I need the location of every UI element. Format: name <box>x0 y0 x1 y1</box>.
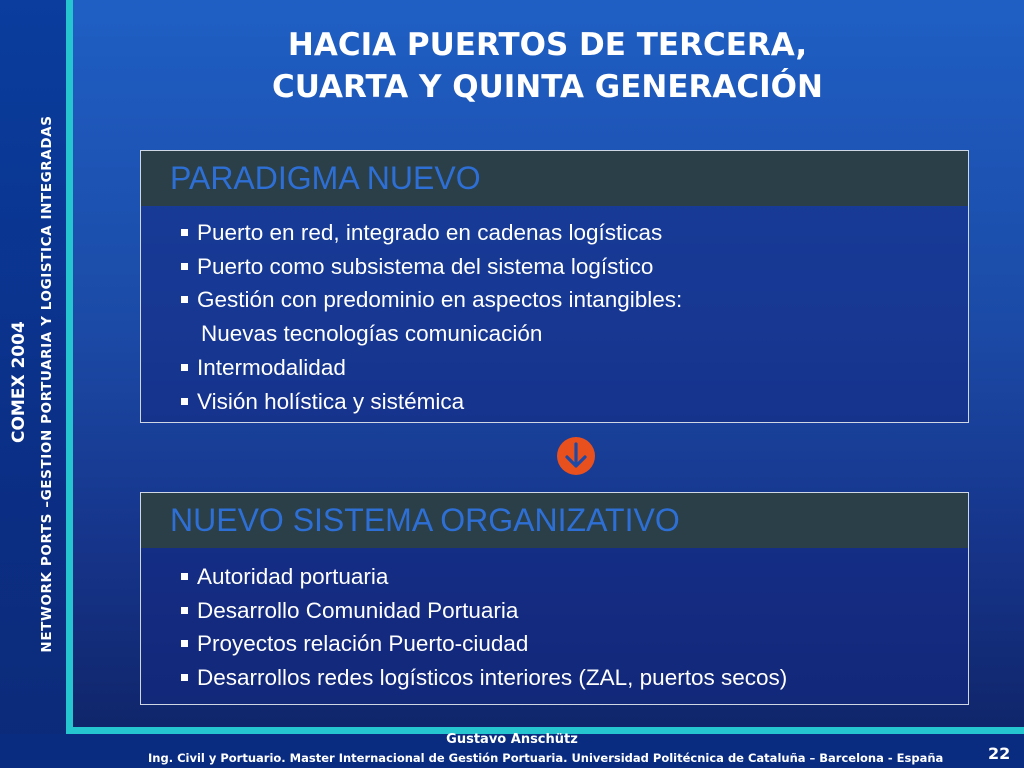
paradigm-header: PARADIGMA NUEVO <box>141 151 968 206</box>
list-item-continuation <box>197 317 968 351</box>
bullet-icon <box>181 607 188 614</box>
title-line-1: HACIA PUERTOS DE TERCERA, <box>287 27 808 63</box>
bullet-icon <box>181 674 188 681</box>
bullet-icon <box>181 364 188 371</box>
organization-list <box>141 548 968 695</box>
list-item-text: Gestión con predominio en aspectos intangibles: <box>197 287 683 313</box>
bullet-icon <box>181 263 188 270</box>
list-item-text: Proyectos relación Puerto-ciudad <box>197 631 529 657</box>
list-item-text: Nuevas tecnologías comunicación <box>201 321 543 347</box>
list-item-text: Visión holística y sistémica <box>197 388 465 414</box>
list-item <box>197 594 968 628</box>
organization-box <box>140 492 969 705</box>
slide-title <box>140 24 955 108</box>
paradigm-box <box>140 150 969 423</box>
list-item <box>197 385 968 419</box>
paradigm-list <box>141 206 968 418</box>
title-line-2: CUARTA Y QUINTA GENERACIÓN <box>272 69 823 105</box>
sidebar-subtitle: NETWORK PORTS –GESTION PORTUARIA Y LOGISTICA INTEGRADAS <box>39 115 55 653</box>
bullet-icon <box>181 573 188 580</box>
list-item <box>197 560 968 594</box>
list-item <box>197 216 968 250</box>
bullet-icon <box>181 398 188 405</box>
list-item-text: Desarrollo Comunidad Portuaria <box>197 597 519 623</box>
bullet-icon <box>181 229 188 236</box>
list-item <box>197 627 968 661</box>
list-item <box>197 351 968 385</box>
event-label: COMEX 2004 <box>9 321 29 443</box>
list-item-text: Puerto en red, integrado en cadenas logísticas <box>197 220 663 245</box>
down-arrow-icon <box>556 436 596 476</box>
organization-header: NUEVO SISTEMA ORGANIZATIVO <box>141 493 968 548</box>
list-item <box>197 250 968 284</box>
list-item-text: Puerto como subsistema del sistema logístico <box>197 253 654 279</box>
list-item-text: Autoridad portuaria <box>197 564 389 589</box>
bullet-icon <box>181 296 188 303</box>
vertical-accent-bar <box>66 0 73 734</box>
presenter-affiliation: Ing. Civil y Portuario. Master Internacional de Gestión Portuaria. Universidad Politécnica de Cataluña – Barcelona - España <box>148 751 944 765</box>
list-item <box>197 283 968 317</box>
bullet-icon <box>181 640 188 647</box>
page-number: 22 <box>988 744 1011 763</box>
list-item-text: Intermodalidad <box>197 354 346 380</box>
presenter-name: Gustavo Anschütz <box>446 732 578 747</box>
list-item-text: Desarrollos redes logísticos interiores (ZAL, puertos secos) <box>197 665 788 691</box>
list-item <box>197 661 968 695</box>
